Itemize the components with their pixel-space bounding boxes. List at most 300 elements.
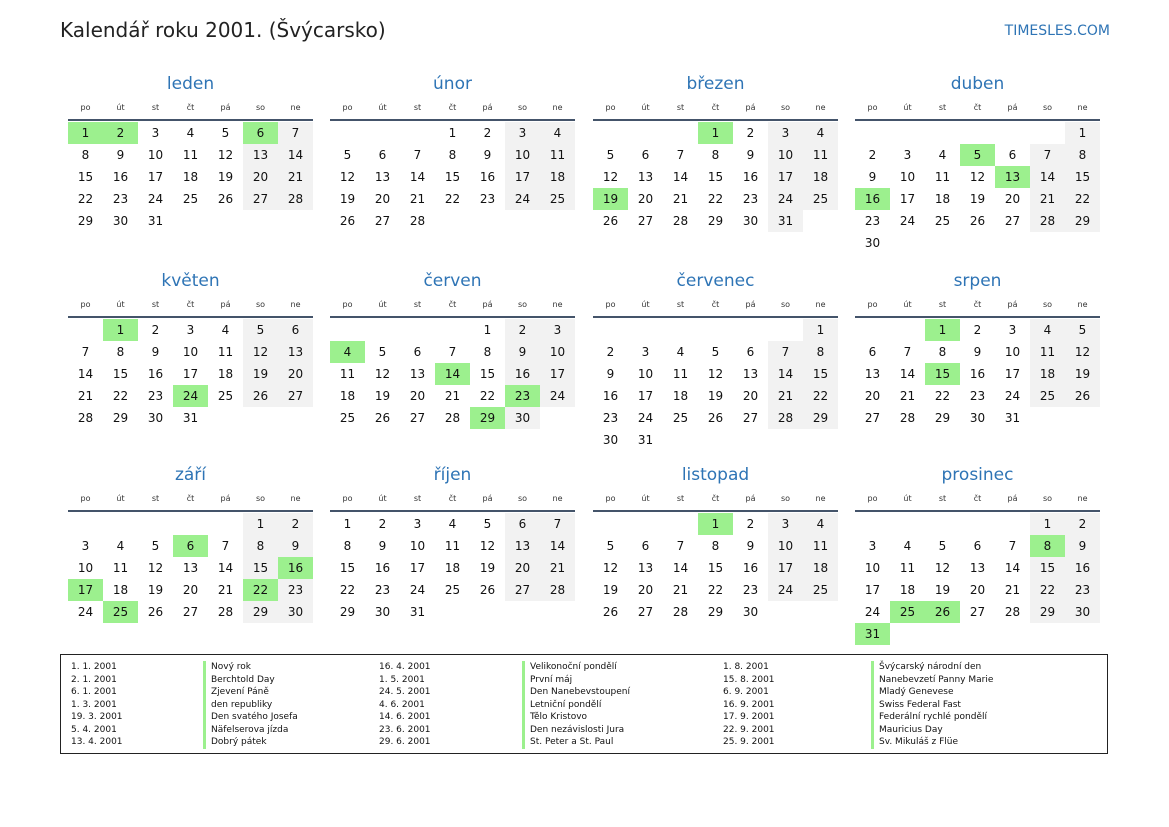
- month-name: červenec: [676, 271, 755, 291]
- day-cell: 4: [186, 126, 195, 140]
- holiday-day-cell: 1: [698, 513, 733, 535]
- day-cell: 23: [602, 411, 619, 425]
- day-cell: 18: [672, 389, 689, 403]
- day-cell: 12: [934, 561, 951, 575]
- day-cell: 19: [374, 389, 391, 403]
- holiday-names-column: [522, 661, 630, 749]
- day-cell: 3: [768, 513, 803, 535]
- weekday-label: st: [413, 103, 422, 112]
- weekday-label: út: [116, 494, 125, 503]
- day-grid: [68, 122, 313, 232]
- day-cell: 19: [969, 192, 986, 206]
- day-cell: 28: [409, 214, 426, 228]
- day-cell: 3: [81, 539, 90, 553]
- site-link[interactable]: TIMESLES.COM: [1004, 23, 1110, 39]
- day-cell: 27: [864, 411, 881, 425]
- day-cell: 7: [540, 513, 575, 535]
- empty-cell: [855, 319, 890, 341]
- day-cell: 24: [505, 188, 540, 210]
- day-cell: 24: [899, 214, 916, 228]
- day-cell: 23: [278, 579, 313, 601]
- day-cell: 10: [147, 148, 164, 162]
- day-cell: 7: [448, 345, 457, 359]
- weekday-label: čt: [448, 103, 457, 112]
- day-cell: 10: [864, 561, 881, 575]
- weekday-label: pá: [482, 300, 493, 309]
- day-cell: 7: [81, 345, 90, 359]
- holiday-date: 16. 4. 2001: [379, 662, 431, 672]
- holiday-name: Dobrý pátek: [211, 737, 267, 747]
- month-5: [330, 270, 575, 429]
- month-1: [330, 73, 575, 232]
- day-cell: 26: [479, 583, 496, 597]
- day-cell: 6: [641, 148, 650, 162]
- empty-cell: [330, 122, 365, 144]
- day-cell: 27: [505, 579, 540, 601]
- holiday-day-cell: 4: [330, 341, 365, 363]
- weekday-label: út: [116, 300, 125, 309]
- holiday-date: 15. 8. 2001: [723, 674, 775, 685]
- holiday-day-cell: 25: [890, 601, 925, 623]
- day-cell: 30: [742, 214, 759, 228]
- day-cell: 14: [1030, 166, 1065, 188]
- day-cell: 26: [243, 385, 278, 407]
- weekday-header: [593, 298, 838, 312]
- month-9: [330, 464, 575, 623]
- day-cell: 28: [768, 407, 803, 429]
- weekday-label: pá: [482, 494, 493, 503]
- day-cell: 5: [221, 126, 230, 140]
- month-name: říjen: [433, 465, 472, 485]
- holiday-day-cell: 1: [925, 319, 960, 341]
- month-name: únor: [433, 74, 472, 94]
- month-name: listopad: [681, 465, 750, 485]
- day-cell: 6: [1008, 148, 1017, 162]
- day-cell: 2: [151, 323, 160, 337]
- day-cell: 6: [746, 345, 755, 359]
- empty-cell: [593, 122, 628, 144]
- weekday-label: so: [1042, 103, 1053, 112]
- day-cell: 15: [707, 170, 724, 184]
- day-cell: 8: [803, 341, 838, 363]
- day-cell: 8: [1065, 144, 1100, 166]
- page-title: Kalendář roku 2001. (Švýcarsko): [60, 18, 386, 42]
- holiday-day-cell: 31: [855, 623, 890, 645]
- day-cell: 4: [803, 122, 838, 144]
- weekday-label: so: [780, 300, 791, 309]
- holiday-date: 24. 5. 2001: [379, 687, 431, 697]
- holiday-day-cell: 29: [470, 407, 505, 429]
- weekday-label: út: [641, 494, 650, 503]
- day-cell: 13: [969, 561, 986, 575]
- day-cell: 26: [374, 411, 391, 425]
- day-cell: 8: [711, 539, 720, 553]
- month-name: červen: [423, 271, 482, 291]
- day-cell: 27: [243, 188, 278, 210]
- holiday-date: 1. 8. 2001: [723, 662, 769, 672]
- holiday-dates-column: [723, 661, 775, 749]
- day-cell: 2: [973, 323, 982, 337]
- day-grid: [330, 319, 575, 429]
- day-cell: 4: [116, 539, 125, 553]
- day-cell: 12: [1065, 341, 1100, 363]
- weekday-label: st: [151, 494, 160, 503]
- holiday-date: 13. 4. 2001: [71, 737, 123, 747]
- holiday-name: Federální rychlé pondělí: [879, 712, 988, 722]
- weekday-label: čt: [448, 494, 457, 503]
- empty-cell: [890, 319, 925, 341]
- weekday-label: po: [867, 300, 878, 309]
- day-cell: 30: [147, 411, 164, 425]
- day-cell: 29: [112, 411, 129, 425]
- day-cell: 11: [934, 170, 951, 184]
- weekday-label: pá: [220, 494, 231, 503]
- day-grid: [855, 122, 1100, 254]
- day-cell: 11: [899, 561, 916, 575]
- day-cell: 24: [540, 385, 575, 407]
- day-cell: 8: [243, 535, 278, 557]
- day-cell: 22: [1030, 579, 1065, 601]
- day-cell: 5: [938, 539, 947, 553]
- day-cell: 13: [505, 535, 540, 557]
- day-cell: 9: [606, 367, 615, 381]
- day-cell: 4: [803, 513, 838, 535]
- day-grid: [855, 319, 1100, 429]
- day-cell: 12: [243, 341, 278, 363]
- weekday-header: [855, 101, 1100, 115]
- day-cell: 13: [742, 367, 759, 381]
- empty-cell: [768, 319, 803, 341]
- weekday-label: út: [641, 300, 650, 309]
- weekday-label: po: [80, 103, 91, 112]
- day-cell: 12: [602, 561, 619, 575]
- day-cell: 23: [864, 214, 881, 228]
- weekday-label: pá: [220, 300, 231, 309]
- day-cell: 27: [278, 385, 313, 407]
- holiday-day-cell: 19: [593, 188, 628, 210]
- day-cell: 8: [711, 148, 720, 162]
- weekday-label: ne: [290, 494, 301, 503]
- holiday-name: Velikonoční pondělí: [530, 662, 617, 672]
- day-cell: 16: [969, 367, 986, 381]
- day-cell: 5: [1065, 319, 1100, 341]
- day-cell: 22: [112, 389, 129, 403]
- holiday-day-cell: 24: [173, 385, 208, 407]
- day-cell: 8: [343, 539, 352, 553]
- empty-cell: [733, 319, 768, 341]
- empty-cell: [138, 513, 173, 535]
- day-cell: 16: [742, 561, 759, 575]
- day-cell: 15: [803, 363, 838, 385]
- day-cell: 30: [1065, 601, 1100, 623]
- day-cell: 22: [479, 389, 496, 403]
- day-cell: 16: [505, 363, 540, 385]
- holiday-date: 23. 6. 2001: [379, 724, 431, 735]
- day-cell: 25: [444, 583, 461, 597]
- day-cell: 18: [1030, 363, 1065, 385]
- day-cell: 13: [637, 561, 654, 575]
- day-cell: 29: [803, 407, 838, 429]
- day-cell: 18: [217, 367, 234, 381]
- month-3: [855, 73, 1100, 254]
- day-cell: 27: [742, 411, 759, 425]
- day-cell: 24: [1004, 389, 1021, 403]
- holiday-date: 17. 9. 2001: [723, 712, 775, 722]
- day-cell: 6: [413, 345, 422, 359]
- holiday-list: [60, 654, 1108, 754]
- header-divider: [330, 316, 575, 318]
- weekday-label: st: [151, 300, 160, 309]
- weekday-header: [330, 101, 575, 115]
- day-cell: 27: [969, 605, 986, 619]
- day-cell: 20: [742, 389, 759, 403]
- weekday-header: [68, 298, 313, 312]
- day-cell: 17: [1004, 367, 1021, 381]
- day-cell: 22: [77, 192, 94, 206]
- weekday-label: čt: [186, 494, 195, 503]
- day-cell: 11: [217, 345, 234, 359]
- month-2: [593, 73, 838, 232]
- day-cell: 13: [374, 170, 391, 184]
- day-cell: 25: [339, 411, 356, 425]
- holiday-name: Swiss Federal Fast: [879, 699, 961, 710]
- holiday-date: 4. 6. 2001: [379, 699, 425, 710]
- day-cell: 24: [864, 605, 881, 619]
- day-cell: 15: [112, 367, 129, 381]
- day-cell: 18: [803, 557, 838, 579]
- day-cell: 15: [444, 170, 461, 184]
- day-cell: 1: [803, 319, 838, 341]
- holiday-date: 1. 3. 2001: [71, 699, 117, 710]
- day-cell: 10: [540, 341, 575, 363]
- day-cell: 5: [151, 539, 160, 553]
- header-divider: [593, 510, 838, 512]
- day-cell: 31: [409, 605, 426, 619]
- header-divider: [68, 119, 313, 121]
- weekday-label: út: [903, 300, 912, 309]
- day-cell: 3: [413, 517, 422, 531]
- empty-cell: [593, 319, 628, 341]
- day-cell: 21: [444, 389, 461, 403]
- weekday-label: po: [867, 494, 878, 503]
- empty-cell: [628, 513, 663, 535]
- day-cell: 7: [676, 148, 685, 162]
- day-cell: 21: [409, 192, 426, 206]
- day-cell: 30: [505, 407, 540, 429]
- day-cell: 7: [221, 539, 230, 553]
- day-cell: 25: [182, 192, 199, 206]
- day-cell: 23: [479, 192, 496, 206]
- holiday-dates-column: [379, 661, 431, 749]
- day-cell: 11: [444, 539, 461, 553]
- day-cell: 1: [343, 517, 352, 531]
- weekday-label: pá: [220, 103, 231, 112]
- weekday-header: [330, 298, 575, 312]
- day-cell: 9: [278, 535, 313, 557]
- empty-cell: [628, 122, 663, 144]
- day-cell: 10: [768, 535, 803, 557]
- header-divider: [593, 119, 838, 121]
- day-cell: 28: [672, 605, 689, 619]
- holiday-name: Tělo Kristovo: [530, 712, 588, 722]
- day-cell: 17: [899, 192, 916, 206]
- day-cell: 27: [374, 214, 391, 228]
- month-name: leden: [166, 74, 215, 94]
- holiday-date: 1. 1. 2001: [71, 662, 117, 672]
- holiday-names-column: [203, 661, 298, 749]
- day-cell: 24: [637, 411, 654, 425]
- day-cell: 17: [147, 170, 164, 184]
- weekday-label: po: [342, 494, 353, 503]
- day-cell: 27: [409, 411, 426, 425]
- weekday-label: čt: [973, 300, 982, 309]
- holiday-date: 14. 6. 2001: [379, 712, 431, 722]
- day-cell: 18: [339, 389, 356, 403]
- day-cell: 16: [112, 170, 129, 184]
- day-cell: 8: [483, 345, 492, 359]
- holiday-name: Letniční pondělí: [530, 699, 602, 710]
- empty-cell: [855, 122, 890, 144]
- day-cell: 19: [934, 583, 951, 597]
- month-0: [68, 73, 313, 232]
- day-cell: 2: [606, 345, 615, 359]
- day-cell: 2: [505, 319, 540, 341]
- holiday-name: den republiky: [211, 699, 273, 710]
- holiday-day-cell: 2: [103, 122, 138, 144]
- day-cell: 11: [182, 148, 199, 162]
- day-cell: 15: [1065, 166, 1100, 188]
- holiday-name: Den Nanebevstoupení: [530, 687, 630, 697]
- day-cell: 22: [934, 389, 951, 403]
- day-cell: 18: [803, 166, 838, 188]
- day-cell: 16: [1065, 557, 1100, 579]
- holiday-day-cell: 25: [103, 601, 138, 623]
- day-grid: [593, 319, 838, 451]
- weekday-label: st: [413, 300, 422, 309]
- weekday-header: [68, 101, 313, 115]
- day-cell: 23: [969, 389, 986, 403]
- day-cell: 15: [339, 561, 356, 575]
- day-cell: 22: [803, 385, 838, 407]
- header-divider: [593, 316, 838, 318]
- header-divider: [68, 510, 313, 512]
- weekday-label: út: [378, 103, 387, 112]
- weekday-label: ne: [1077, 494, 1088, 503]
- day-cell: 30: [864, 236, 881, 250]
- day-cell: 6: [641, 539, 650, 553]
- day-cell: 2: [868, 148, 877, 162]
- day-cell: 18: [182, 170, 199, 184]
- holiday-dates-column: [71, 661, 123, 749]
- holiday-date: 1. 5. 2001: [379, 674, 425, 685]
- day-cell: 27: [637, 214, 654, 228]
- holiday-name: Berchtold Day: [211, 674, 275, 685]
- holiday-day-cell: 14: [435, 363, 470, 385]
- empty-cell: [365, 319, 400, 341]
- day-cell: 26: [217, 192, 234, 206]
- weekday-label: čt: [973, 103, 982, 112]
- day-cell: 5: [343, 148, 352, 162]
- holiday-date: 5. 4. 2001: [71, 724, 117, 735]
- day-cell: 3: [903, 148, 912, 162]
- day-cell: 19: [243, 363, 278, 385]
- empty-cell: [330, 319, 365, 341]
- weekday-label: út: [903, 494, 912, 503]
- day-cell: 19: [602, 583, 619, 597]
- month-8: [68, 464, 313, 623]
- header-divider: [330, 119, 575, 121]
- weekday-header: [855, 492, 1100, 506]
- day-cell: 25: [803, 188, 838, 210]
- day-cell: 11: [540, 144, 575, 166]
- holiday-date: 19. 3. 2001: [71, 712, 123, 722]
- day-cell: 4: [448, 517, 457, 531]
- weekday-label: út: [903, 103, 912, 112]
- header-divider: [330, 510, 575, 512]
- day-cell: 8: [81, 148, 90, 162]
- day-cell: 19: [339, 192, 356, 206]
- day-cell: 29: [1030, 601, 1065, 623]
- day-cell: 4: [938, 148, 947, 162]
- weekday-label: ne: [1077, 300, 1088, 309]
- day-grid: [68, 513, 313, 623]
- weekday-label: po: [342, 103, 353, 112]
- header-divider: [855, 119, 1100, 121]
- day-cell: 9: [973, 345, 982, 359]
- weekday-label: so: [517, 300, 528, 309]
- weekday-label: so: [1042, 494, 1053, 503]
- weekday-label: čt: [186, 300, 195, 309]
- day-cell: 3: [151, 126, 160, 140]
- weekday-label: pá: [1007, 103, 1018, 112]
- day-cell: 23: [742, 583, 759, 597]
- weekday-label: pá: [745, 300, 756, 309]
- day-cell: 26: [602, 214, 619, 228]
- day-cell: 29: [339, 605, 356, 619]
- empty-cell: [68, 319, 103, 341]
- day-cell: 14: [77, 367, 94, 381]
- day-cell: 23: [742, 192, 759, 206]
- day-cell: 10: [77, 561, 94, 575]
- day-cell: 21: [1030, 188, 1065, 210]
- day-cell: 8: [938, 345, 947, 359]
- weekday-label: st: [676, 494, 685, 503]
- day-cell: 25: [1030, 385, 1065, 407]
- holiday-name: Mauricius Day: [879, 724, 943, 735]
- empty-cell: [663, 319, 698, 341]
- day-cell: 3: [641, 345, 650, 359]
- day-cell: 20: [969, 583, 986, 597]
- day-cell: 1: [1030, 513, 1065, 535]
- holiday-day-cell: 1: [103, 319, 138, 341]
- weekday-label: pá: [745, 103, 756, 112]
- weekday-label: ne: [290, 103, 301, 112]
- weekday-label: po: [342, 300, 353, 309]
- day-cell: 3: [505, 122, 540, 144]
- day-cell: 29: [1065, 210, 1100, 232]
- day-cell: 28: [1030, 210, 1065, 232]
- empty-cell: [435, 319, 470, 341]
- day-cell: 28: [278, 188, 313, 210]
- day-grid: [330, 513, 575, 623]
- empty-cell: [68, 513, 103, 535]
- day-cell: 14: [217, 561, 234, 575]
- empty-cell: [663, 513, 698, 535]
- day-cell: 16: [602, 389, 619, 403]
- day-cell: 17: [409, 561, 426, 575]
- empty-cell: [1030, 122, 1065, 144]
- holiday-date: 25. 9. 2001: [723, 737, 775, 747]
